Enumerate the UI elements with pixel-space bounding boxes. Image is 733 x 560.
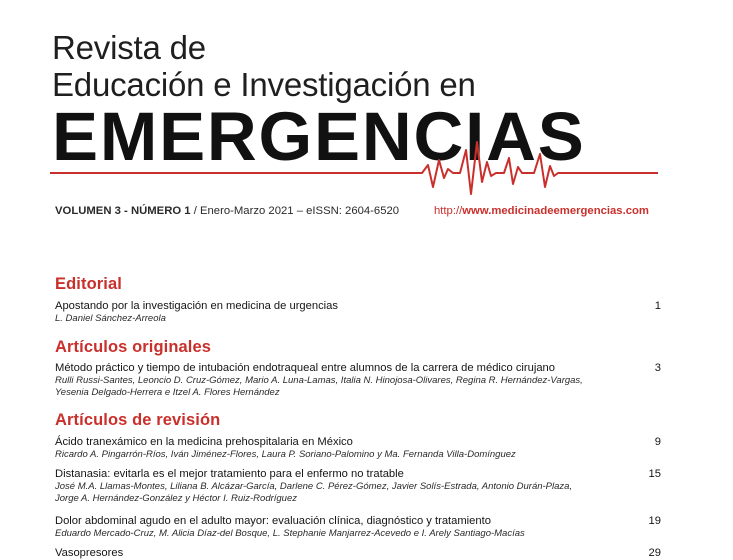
section-heading-revision: Artículos de revisión <box>55 411 221 429</box>
masthead-line-2: Educación e Investigación en <box>52 66 476 103</box>
entry-page: 1 <box>654 300 661 312</box>
journal-url[interactable] <box>434 205 649 217</box>
volume-number: VOLUMEN 3 - NÚMERO 1 <box>55 205 191 217</box>
masthead-line-1: Revista de <box>52 29 206 66</box>
issue-info <box>55 205 399 217</box>
url-domain: www.medicinadeemergencias.com <box>462 205 649 217</box>
entry-page: 19 <box>648 515 661 527</box>
url-prefix: http:// <box>434 205 463 217</box>
entry-page: 29 <box>648 547 661 559</box>
toc-entry[interactable] <box>55 435 661 461</box>
toc-entry[interactable] <box>55 467 661 505</box>
entry-title: Ácido tranexámico en la medicina prehospitalaria en México <box>55 436 353 448</box>
toc-entry[interactable] <box>55 514 661 540</box>
entry-title: Método práctico y tiempo de intubación endotraqueal entre alumnos de la carrera de médico cirujano <box>55 362 556 374</box>
entry-page: 9 <box>654 436 661 448</box>
entry-title: Apostando por la investigación en medicina de urgencias <box>55 300 338 312</box>
entry-page: 3 <box>654 362 661 374</box>
entry-title: Vasopresores <box>55 547 124 559</box>
masthead-title: EMERGENCIAS <box>52 98 586 175</box>
toc-entry[interactable] <box>55 299 661 325</box>
entry-title: Dolor abdominal agudo en el adulto mayor: evaluación clínica, diagnóstico y tratamiento <box>55 515 491 527</box>
entry-page: 15 <box>648 468 661 480</box>
issue-dates: / Enero-Marzo 2021 – eISSN: 2604-6520 <box>190 205 400 217</box>
entry-authors: Jorge A. Hernández-González y Héctor I. Ruiz-Rodríguez <box>55 493 298 504</box>
entry-title: Distanasia: evitarla es el mejor tratamiento para el enfermo no tratable <box>55 468 404 480</box>
ekg-line-icon <box>50 132 662 198</box>
entry-authors: Ricardo A. Pingarrón-Ríos, Iván Jiménez-Flores, Laura P. Soriano-Palomino y Ma. Fernanda Villa-Domínguez <box>55 449 516 460</box>
entry-authors: José M.A. Llamas-Montes, Liliana B. Alcázar-García, Darlene C. Pérez-Gómez, Javier Solís-Estrada, Antonio Durán-Plaza, <box>55 481 573 492</box>
entry-authors: Rulli Russi-Santes, Leoncio D. Cruz-Gómez, Mario A. Luna-Lamas, Italia N. Hinojosa-Olivares, Regina R. Hernández-Vargas, <box>55 375 583 386</box>
entry-authors: Yesenia Delgado-Herrera e Itzel A. Flores Hernández <box>55 387 280 398</box>
entry-authors: Eduardo Mercado-Cruz, M. Alicia Díaz-del Bosque, L. Stephanie Manjarrez-Acevedo e I. Arely Santiago-Macías <box>55 528 525 539</box>
toc-entry[interactable] <box>55 361 661 399</box>
entry-authors: L. Daniel Sánchez-Arreola <box>55 313 166 324</box>
section-heading-originales: Artículos originales <box>55 338 212 356</box>
toc-entry[interactable] <box>55 546 661 560</box>
section-heading-editorial: Editorial <box>55 275 122 293</box>
